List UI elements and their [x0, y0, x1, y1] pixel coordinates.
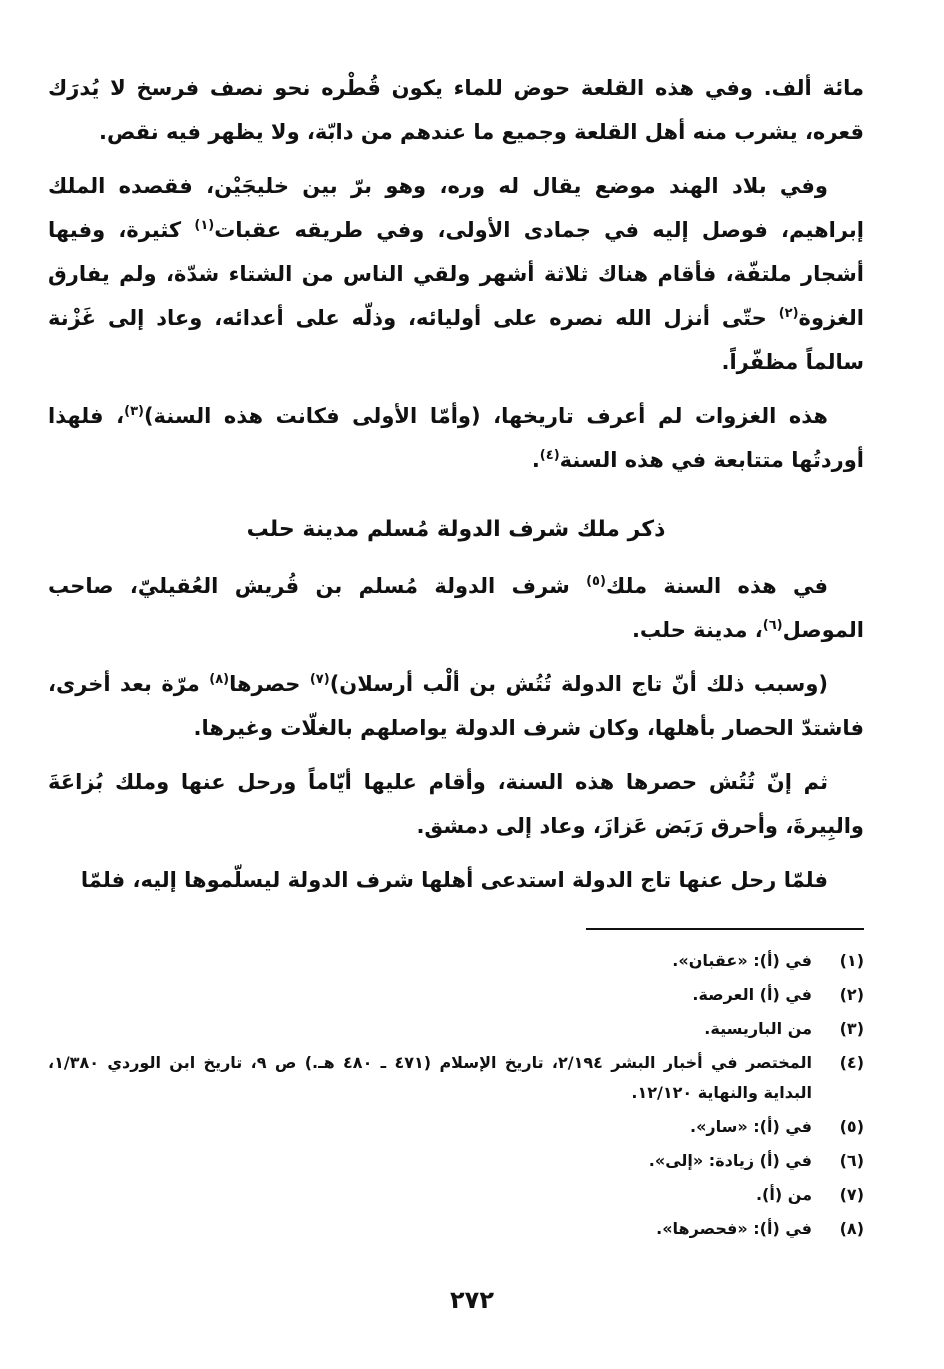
paragraph-2 [48, 164, 864, 384]
paragraph-text: مائة ألف. وفي هذه القلعة حوض للماء يكون قُطْره نحو نصف فرسخ لا يُدرَك قعره، يشرب منه أهل القلعة وجميع ما عندهم من دابّة، ولا يظهر فيه نقص. [48, 76, 864, 144]
footnote-item [48, 1180, 864, 1210]
footnote-item [48, 1146, 864, 1176]
footnote-number: (٥) [839, 1117, 864, 1136]
footnote-number: (٧) [839, 1185, 864, 1204]
footnote-number: (٢) [839, 985, 864, 1004]
paragraph-text: (وسبب ذلك أنّ تاج الدولة تُتُش بن ألْب أرسلان) [329, 672, 828, 696]
footnote-number: (٦) [839, 1151, 864, 1170]
footnote-item [48, 946, 864, 976]
footnote-number: (٣) [839, 1019, 864, 1038]
footnote-item [48, 980, 864, 1010]
footnote-ref: (١) [194, 218, 215, 233]
paragraph-text: وفي بلاد الهند موضع يقال له وره، وهو برّ بين خليجَيْن، فقصده الملك إبراهيم، فوصل إليه في جمادى الأولى، وفي طريقه عقبات [48, 174, 864, 242]
paragraph-text: فلمّا رحل عنها تاج الدولة استدعى أهلها شرف الدولة ليسلّموها إليه، فلمّا [80, 868, 828, 892]
footnote-divider [586, 928, 864, 930]
footnote-ref: (٤) [539, 448, 560, 463]
footnotes [48, 946, 864, 1248]
page-body [48, 66, 864, 912]
footnote-ref: (٧) [309, 672, 330, 687]
paragraph-4 [48, 564, 864, 652]
footnote-text: في (أ): «عقبان». [672, 951, 812, 970]
paragraph-text: ، مدينة حلب. [631, 618, 763, 642]
paragraph-7 [48, 858, 864, 902]
paragraph-text: . [531, 448, 540, 472]
paragraph-3 [48, 394, 864, 482]
section-heading: ذكر ملك شرف الدولة مُسلم مدينة حلب [246, 517, 666, 542]
footnote-text: المختصر في أخبار البشر ٢/١٩٤، تاريخ الإسلام (٤٧١ ـ ٤٨٠ هـ.) ص ٩، تاريخ ابن الوردي ١/٣٨٠، البداية والنهاية ١٢/١٢٠. [48, 1053, 813, 1102]
paragraph-1 [48, 66, 864, 154]
footnote-ref: (٥) [586, 574, 606, 589]
paragraph-text: هذه الغزوات لم أعرف تاريخها، (وأمّا الأولى فكانت هذه السنة) [143, 404, 828, 428]
footnote-ref: (٢) [778, 306, 799, 321]
paragraph-5 [48, 662, 864, 750]
footnote-text: في (أ) زيادة: «إلى». [648, 1151, 812, 1170]
paragraph-text: كثيرة، وفيها أشجار ملتفّة، فأقام هناك ثلاثة أشهر ولقي الناس من الشتاء شدّة، ولم يفارق الغزوة [48, 218, 864, 330]
paragraph-text: حتّى أنزل الله نصره على أوليائه، وذلّه على أعدائه، وعاد إلى غَزْنة سالماً مظفّراً. [48, 306, 864, 374]
footnote-item [48, 1014, 864, 1044]
footnote-ref: (٣) [124, 404, 144, 419]
footnote-item [48, 1048, 864, 1108]
paragraph-text: ثم إنّ تُتُش حصرها هذه السنة، وأقام عليها أيّاماً ورحل عنها وملك بُزاعَةَ والبِيرةَ، وأحرق رَبَض عَزازَ، وعاد إلى دمشق. [48, 770, 864, 838]
footnote-text: في (أ) العرصة. [692, 985, 812, 1004]
paragraph-6 [48, 760, 864, 848]
footnote-ref: (٨) [209, 672, 230, 687]
footnote-text: من (أ). [755, 1185, 812, 1204]
paragraph-text: ، فلهذا أوردتُها متتابعة في هذه السنة [48, 404, 864, 472]
footnote-number: (٨) [839, 1219, 864, 1238]
footnote-text: في (أ): «فحصرها». [656, 1219, 812, 1238]
paragraph-text: في هذه السنة ملك [605, 574, 829, 598]
footnote-text: من الباريسية. [704, 1019, 812, 1038]
paragraph-text: شرف الدولة مُسلم بن قُريش العُقيليّ، صاحب الموصل [48, 574, 864, 642]
footnote-text: في (أ): «سار». [689, 1117, 812, 1136]
footnote-number: (١) [839, 951, 864, 970]
paragraph-text: حصرها [229, 672, 310, 696]
footnote-item [48, 1112, 864, 1142]
page-number: ٢٧٢ [450, 1286, 494, 1314]
footnote-ref: (٦) [762, 618, 783, 633]
footnote-number: (٤) [839, 1053, 864, 1072]
footnote-item [48, 1214, 864, 1244]
paragraph-text: مرّة بعد أخرى، فاشتدّ الحصار بأهلها، وكان شرف الدولة يواصلهم بالغلّات وغيرها. [48, 672, 864, 740]
